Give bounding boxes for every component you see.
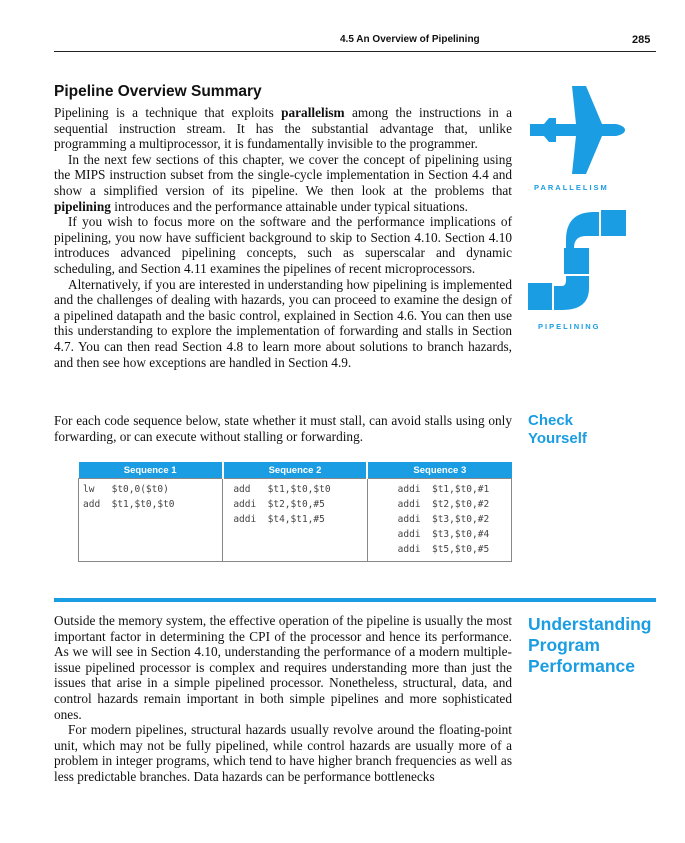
bold-term: parallelism	[281, 105, 345, 120]
instruction-line: lw $t0,0($t0)	[83, 484, 169, 495]
section-title: Pipeline Overview Summary	[54, 83, 262, 100]
text-run: Outside the memory system, the effective operation of the pipeline is usually the most important factor in determining the CPI of the processor and hence its performance. As we will see in Section 4.10, understanding the performance of a modern multiple-issue pipelined processor is complex and requires understanding more than just the issues that arise in a simple pipelined processor. Nonetheless, structural, data, and control hazards remain important in both simple pipelines and more sophisticated ones.	[54, 613, 512, 722]
instruction-line: add $t1,$t0,$t0	[233, 484, 331, 495]
instruction-line: addi $t3,$t0,#2	[397, 514, 490, 525]
pipe-lower-elbow	[554, 276, 589, 310]
instruction-line: addi $t2,$t0,#2	[397, 499, 490, 510]
check-heading-line-1: Check	[528, 412, 574, 429]
running-head: 4.5 An Overview of Pipelining	[340, 34, 480, 45]
check-yourself-heading	[528, 412, 587, 448]
instruction-line: addi $t5,$t0,#5	[397, 544, 490, 555]
text-run: Alternatively, if you are interested in understanding how pipelining is implemented and the challenges of dealing with hazards, you can proceed to examine the design of a pipelined datapath and the basic control, explained in Section 4.6. You can then use this understanding to explore the implementation of forwarding and stalls in Section 4.7. You can then read Section 4.8 to learn more about solutions to branch hazards, and then see how exceptions are handled in Section 4.9.	[54, 276, 512, 370]
sequence-3-header: Sequence 3	[367, 462, 511, 479]
understanding-performance-heading	[528, 614, 651, 677]
perf-heading-line-1: Understanding	[528, 614, 652, 634]
pipe-top-segment	[601, 210, 626, 236]
sequence-table	[78, 462, 512, 562]
performance-paragraph-2	[54, 722, 512, 784]
sequence-2-header: Sequence 2	[223, 462, 367, 479]
page-number: 285	[632, 34, 651, 46]
text-run: among the instructions in a sequential instruction stream. It has the substantial advantage that, unlike programming a multiprocessor, it is fundamentally invisible to the programmer.	[54, 105, 512, 152]
airplane-body	[530, 86, 625, 174]
pipelining-label: PIPELINING	[538, 322, 601, 331]
sequence-3-code	[367, 479, 511, 562]
check-question: For each code sequence below, state whether it must stall, can avoid stalls using only forwarding, or can execute without stalling or forwarding.	[54, 413, 512, 444]
instruction-line: addi $t2,$t0,#5	[233, 499, 325, 510]
airplane-icon	[528, 84, 626, 176]
instruction-line: add $t1,$t0,$t0	[83, 499, 175, 510]
summary-paragraph-4	[54, 277, 512, 371]
summary-body	[54, 105, 512, 370]
pipe-upper-elbow	[566, 212, 599, 254]
text-run: If you wish to focus more on the software and the performance implications of pipelining, you now have sufficient background to skip to Section 4.10. Section 4.10 introduces advanced pipelining concepts, such as superscalar and dynamic scheduling, and Section 4.11 examines the pipelines of recent microprocessors.	[54, 214, 512, 276]
text-run: Pipelining is a technique that exploits	[54, 105, 282, 120]
text-run: In the next few sections of this chapter, we cover the concept of pipelining using the MIPS instruction subset from the single-cycle implementation in Section 4.4 and show a simplified version of its pipeline. We then look at the problems that	[54, 151, 512, 198]
pipe-bottom-segment	[528, 283, 552, 310]
perf-heading-line-3: Performance	[528, 656, 635, 676]
pipe-middle-segment	[564, 248, 589, 274]
perf-heading-line-2: Program	[528, 635, 600, 655]
section-divider	[54, 598, 656, 602]
text-run: For modern pipelines, structural hazards usually revolve around the floating-point unit, which may not be fully pipelined, while control hazards are usually more of a problem in integer programs, which tend to have higher branch frequencies as well as less predictable branches. Data hazards can be performance bottlenecks	[54, 722, 512, 784]
sequence-1-header: Sequence 1	[79, 462, 223, 479]
performance-paragraph-1	[54, 613, 512, 722]
instruction-line: addi $t1,$t0,#1	[397, 484, 490, 495]
sequence-2-code	[223, 479, 367, 562]
instruction-line: addi $t3,$t0,#4	[397, 529, 490, 540]
summary-paragraph-2	[54, 152, 512, 214]
performance-body	[54, 613, 512, 785]
bold-term: pipelining	[54, 198, 111, 214]
summary-paragraph-3	[54, 214, 512, 276]
parallelism-label: PARALLELISM	[534, 183, 609, 192]
check-yourself-text	[54, 413, 512, 444]
header-rule	[54, 51, 656, 52]
summary-paragraph-1	[54, 105, 512, 152]
text-run: introduces and the performance attainable under typical situations.	[110, 198, 468, 214]
sequence-1-code	[79, 479, 223, 562]
instruction-line: addi $t4,$t1,#5	[233, 514, 325, 525]
check-heading-line-2: Yourself	[528, 430, 587, 447]
pipe-icon	[528, 210, 626, 312]
